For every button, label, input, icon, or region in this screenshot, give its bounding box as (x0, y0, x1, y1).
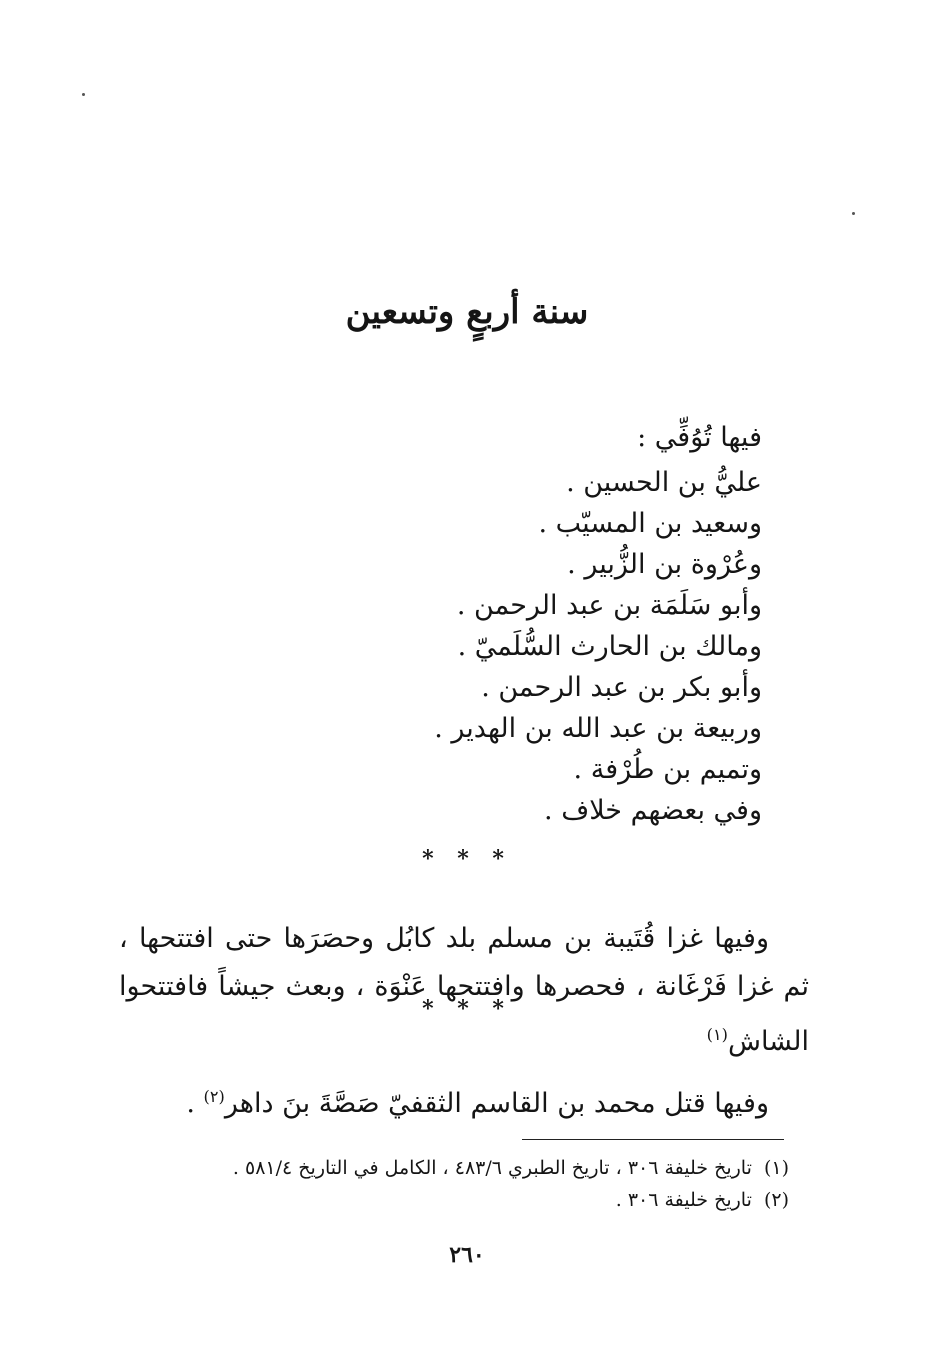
scan-speck (852, 212, 855, 215)
list-item: وأبو بكر بن عبد الرحمن . (481, 672, 762, 703)
footnote (169, 1184, 789, 1216)
list-item: وأبو سَلَمَة بن عبد الرحمن . (456, 590, 762, 621)
footnote-ref: (٢) (203, 1087, 225, 1106)
paragraph-text: وفيها قتل محمد بن القاسم الثقفيّ صَصَّةَ بنَ داهر (224, 1088, 769, 1119)
list-item: وفي بعضهم خلاف . (544, 795, 762, 826)
section-separator: * * * (422, 996, 512, 1022)
deaths-list (434, 462, 762, 831)
list-item: ومالك بن الحارث السُّلَميّ . (457, 631, 762, 662)
list-item: عليُّ بن الحسين . (566, 467, 762, 498)
footnote-number: (١) (763, 1157, 789, 1179)
footnotes (169, 1152, 789, 1216)
section-separator: * * * (422, 846, 512, 872)
paragraph-text: وفيها غزا قُتَيبة بن مسلم بلد كابُل وحصَرَها حتى افتتحها ، ثم غزا فَرْغَانة ، فحصرها وافتتحها عَنْوَة ، وبعث جيشاً فافتتحوا الشاش (119, 923, 809, 1057)
deaths-intro: فيها تُوُفِّي : (637, 422, 762, 453)
scan-speck (82, 93, 85, 96)
footnote-ref: (١) (706, 1025, 728, 1044)
footnote-text: تاريخ خليفة ٣٠٦ . (615, 1189, 752, 1211)
footnote-number: (٢) (763, 1189, 789, 1211)
footnote-text: تاريخ خليفة ٣٠٦ ، تاريخ الطبري ٤٨٣/٦ ، الكامل في التاريخ ٥٨١/٤ . (232, 1157, 752, 1179)
paragraph-end: . (186, 1088, 204, 1119)
chapter-heading: سنة أربعٍ وتسعين (345, 292, 589, 332)
paragraph-conquests (119, 915, 809, 1066)
paragraph-killing (119, 1073, 809, 1128)
footnote (169, 1152, 789, 1184)
footnote-divider (522, 1139, 784, 1140)
list-item: وعُرْوة بن الزُّبير . (567, 549, 762, 580)
page-number: ٢٦٠ (449, 1242, 485, 1268)
list-item: وربيعة بن عبد الله بن الهدير . (434, 713, 762, 744)
list-item: وسعيد بن المسيّب . (538, 508, 762, 539)
list-item: وتميم بن طُرْفة . (573, 754, 762, 785)
